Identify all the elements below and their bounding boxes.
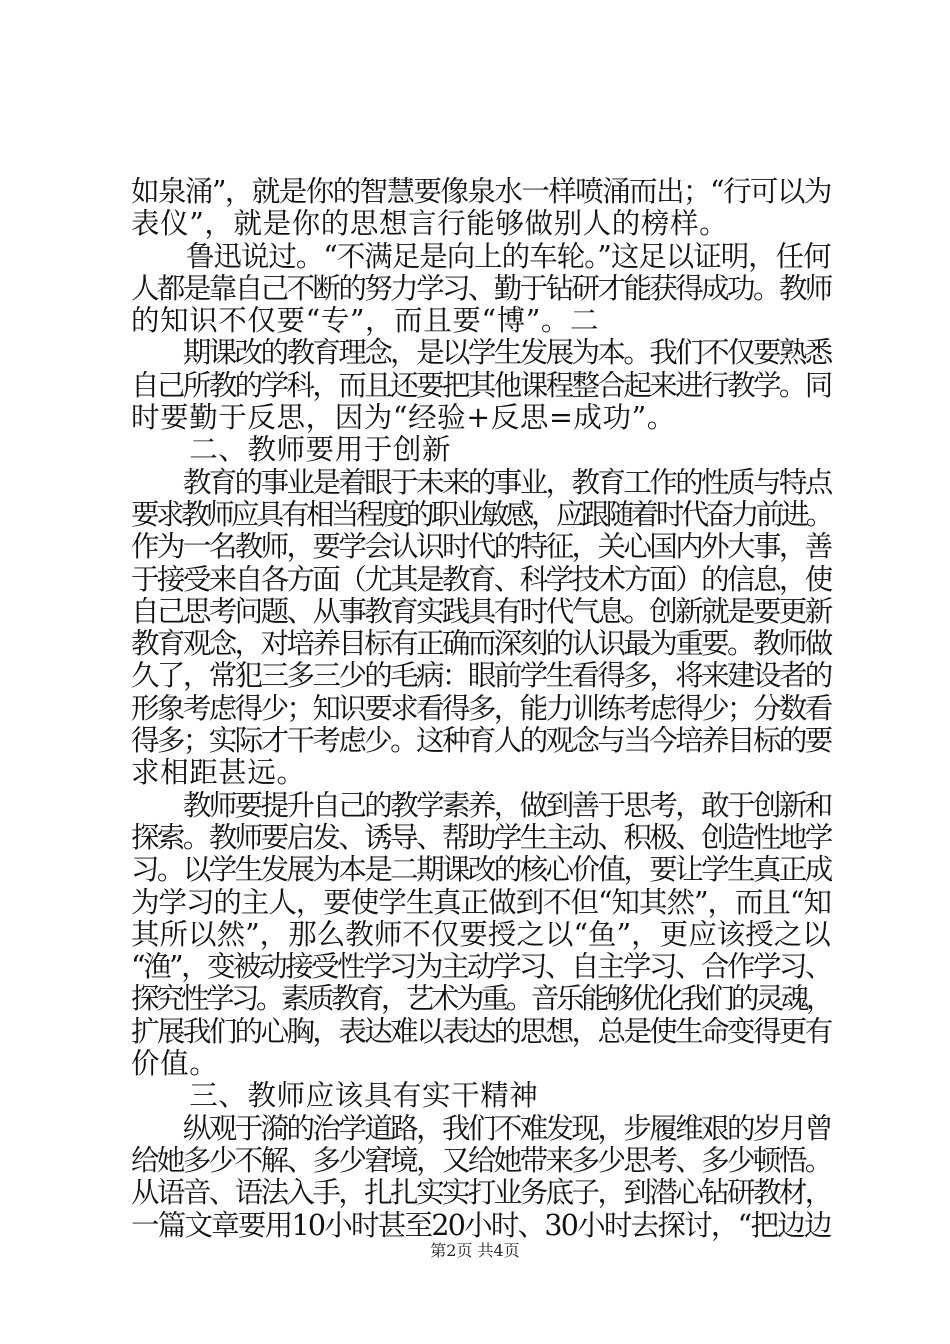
- text-line: 为学习的主人，要使学生真正做到不但“知其然”，而且“知: [131, 885, 831, 919]
- text-line: 教师要提升自己的教学素养，做到善于思考，敢于创新和: [131, 788, 831, 822]
- text-line: 扩展我们的心胸，表达难以表达的思想，总是使生命变得更有: [131, 1014, 831, 1048]
- text-line: 鲁迅说过。“不满足是向上的车轮。”这足以证明，任何: [131, 239, 831, 273]
- text-line: 纵观于漪的治学道路，我们不难发现，步履维艰的岁月曾: [131, 1111, 831, 1145]
- text-line: “渔”，变被动接受性学习为主动学习、自主学习、合作学习、: [131, 950, 831, 984]
- text-line: 要求教师应具有相当程度的职业敏感，应跟随着时代奋力前进。: [131, 497, 831, 531]
- text-line: 期课改的教育理念，是以学生发展为本。我们不仅要熟悉: [131, 336, 831, 370]
- text-line: 二、教师要用于创新: [131, 433, 452, 467]
- text-line: 于接受来自各方面（尤其是教育、科学技术方面）的信息，使: [131, 562, 831, 596]
- text-line: 表仪”，就是你的思想言行能够做别人的榜样。: [131, 207, 729, 241]
- text-line: 从语音、语法入手，扎扎实实打业务底子，到潜心钻研教材，: [131, 1176, 831, 1210]
- text-line: 如泉涌”，就是你的智慧要像泉水一样喷涌而出；“行可以为: [131, 175, 831, 208]
- text-line: 求相距甚远。: [131, 756, 306, 790]
- text-line: 其所以然”，那么教师不仅要授之以“鱼”，更应该授之以: [131, 917, 831, 951]
- text-line: 的知识不仅要“专”，而且要“博”。二: [131, 304, 600, 338]
- text-line: 习。以学生发展为本是二期课改的核心价值，要让学生真正成: [131, 853, 831, 887]
- text-line: 得多；实际才干考虑少。这种育人的观念与当今培养目标的要: [131, 724, 831, 758]
- text-line: 作为一名教师，要学会认识时代的特征，关心国内外大事，善: [131, 530, 831, 564]
- text-line: 形象考虑得少；知识要求看得多，能力训练考虑得少；分数看: [131, 691, 831, 725]
- text-line: 价值。: [131, 1047, 219, 1081]
- text-line: 时要勤于反思，因为“经验+反思=成功”。: [131, 401, 676, 435]
- text-line: 教育观念，对培养目标有正确而深刻的认识最为重要。教师做: [131, 627, 831, 661]
- document-body: [131, 176, 831, 1242]
- text-line: 人都是靠自己不断的努力学习、勤于钻研才能获得成功。教师: [131, 271, 831, 305]
- text-line: 探究性学习。素质教育，艺术为重。音乐能够优化我们的灵魂，: [131, 982, 831, 1016]
- text-line: 自己思考问题、从事教育实践具有时代气息。创新就是要更新: [131, 594, 831, 628]
- text-line: 给她多少不解、多少窘境，又给她带来多少思考、多少顿悟。: [131, 1143, 831, 1177]
- text-line: 久了，常犯三多三少的毛病：眼前学生看得多，将来建设者的: [131, 659, 831, 693]
- page-footer: 第2页 共4页: [430, 1241, 520, 1260]
- text-line: 三、教师应该具有实干精神: [131, 1079, 539, 1113]
- text-line: 教育的事业是着眼于未来的事业，教育工作的性质与特点: [131, 465, 831, 499]
- text-line: 自己所教的学科，而且还要把其他课程整合起来进行教学。同: [131, 368, 831, 402]
- text-line: 探索。教师要启发、诱导、帮助学生主动、积极、创造性地学: [131, 820, 831, 854]
- text-line: 一篇文章要用10小时甚至20小时、30小时去探讨，“把边边: [131, 1208, 831, 1242]
